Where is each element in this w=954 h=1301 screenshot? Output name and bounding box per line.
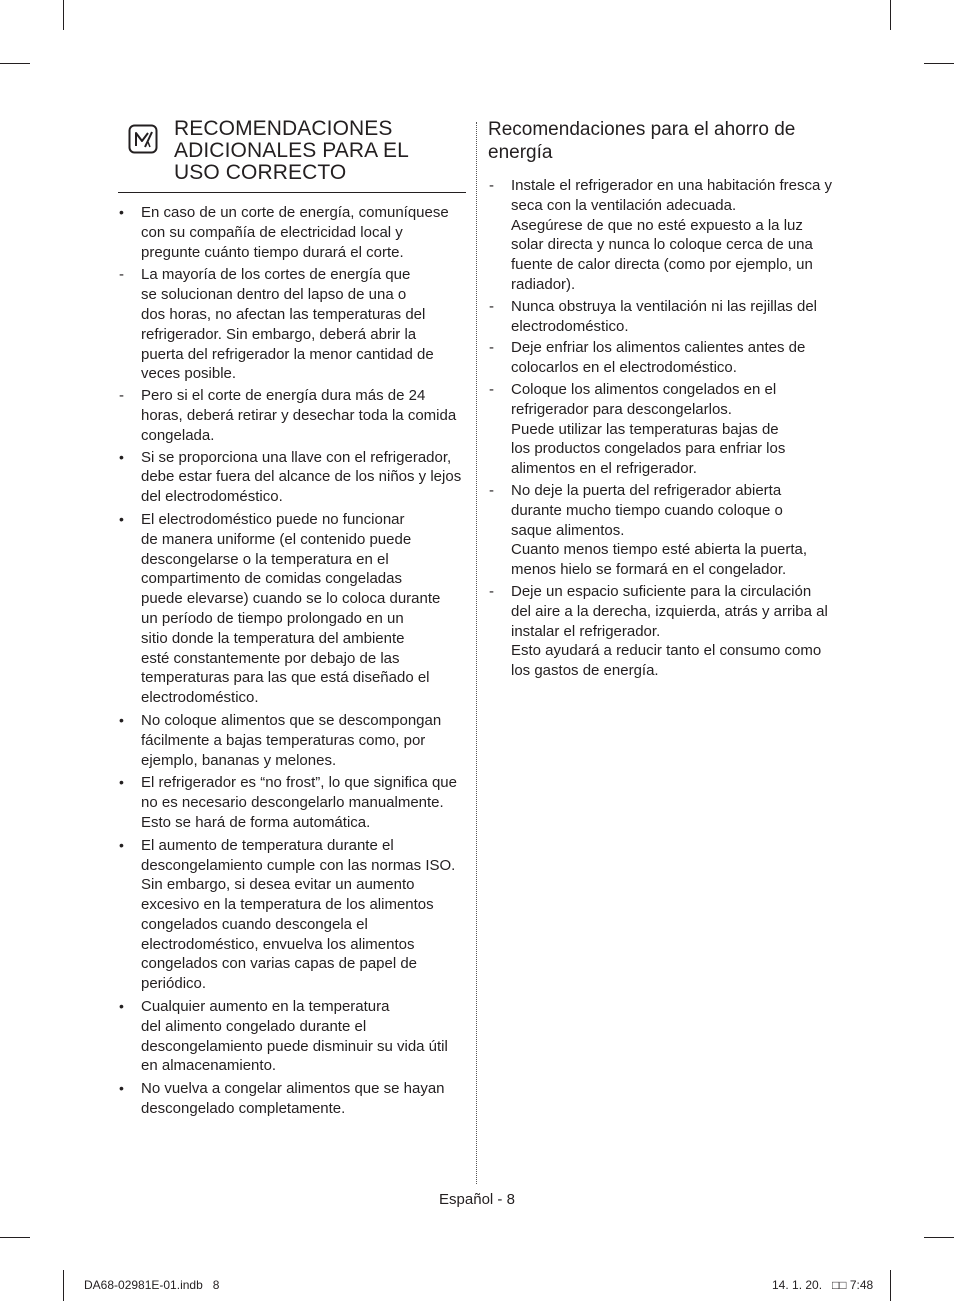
item-text-line: Deje un espacio suficiente para la circulación — [511, 582, 812, 600]
item-text-line: El refrigerador es “no frost”, lo que significa que — [141, 774, 457, 792]
item-text-line: de manera uniforme (el contenido puede — [141, 530, 412, 548]
item-text-line: instalar el refrigerador. — [511, 622, 661, 640]
crop-mark — [0, 63, 30, 64]
item-text-line: seca con la ventilación adecuada. — [511, 196, 737, 214]
item-text-line: dos horas, no afectan las temperaturas del — [141, 305, 426, 323]
item-text-line: electrodoméstico, envuelva los alimentos — [141, 935, 415, 953]
file-name: DA68-02981E-01.indb 8 — [84, 1278, 220, 1292]
right-column — [488, 118, 838, 683]
list-item — [118, 386, 468, 445]
crop-mark — [924, 63, 954, 64]
item-text-line: Instale el refrigerador en una habitación fresca y — [511, 177, 833, 194]
item-text-line: descongelarse o la temperatura en el — [141, 550, 389, 568]
list-item — [118, 448, 468, 507]
item-text-line: debe estar fuera del alcance de los niños y lejos — [141, 468, 462, 486]
item-text-line: radiador). — [511, 275, 576, 293]
crop-mark — [0, 1237, 30, 1238]
item-text-line: veces posible. — [141, 365, 237, 383]
item-text-line: durante mucho tiempo cuando coloque o — [511, 501, 783, 519]
item-text-line: Si se proporciona una llave con el refrigerador, — [141, 448, 452, 466]
item-text-line: refrigerador. Sin embargo, deberá abrir la — [141, 325, 417, 343]
item-text-line: fuente de calor directa (como por ejemplo, un — [511, 256, 813, 274]
bullet-marker: • — [119, 774, 124, 791]
crop-mark — [63, 0, 64, 30]
item-text-line: electrodoméstico. — [141, 689, 259, 707]
item-text-line: El electrodoméstico puede no funcionar — [141, 510, 405, 528]
item-text-line: electrodoméstico. — [511, 317, 629, 335]
list-item — [118, 773, 468, 832]
item-text-line: congelada. — [141, 426, 215, 444]
column-divider — [476, 122, 477, 1184]
item-text-line: En caso de un corte de energía, comuníquese — [141, 204, 449, 221]
subtitle-line: energía — [488, 142, 553, 163]
list-item — [488, 338, 838, 378]
crop-mark — [924, 1237, 954, 1238]
list-item — [118, 203, 468, 262]
print-stamp: 14. 1. 20. □□ 7:48 — [772, 1278, 874, 1292]
item-text-line: Cuanto menos tiempo esté abierta la puerta, — [511, 541, 808, 559]
item-text-line: congelados cuando descongela el — [141, 915, 368, 933]
recommendation-list — [118, 203, 468, 1119]
item-text-line: Puede utilizar las temperaturas bajas de — [511, 420, 779, 438]
item-text-line: solar directa y nunca lo coloque cerca de una — [511, 236, 813, 254]
dash-marker: - — [489, 177, 494, 194]
list-item — [488, 582, 838, 681]
item-text-line: esté constantemente por debajo de las — [141, 649, 400, 667]
list-item — [118, 997, 468, 1076]
item-text-line: ejemplo, bananas y melones. — [141, 751, 337, 769]
item-text-line: saque alimentos. — [511, 521, 625, 539]
bullet-marker: • — [119, 836, 124, 853]
item-text-line: en almacenamiento. — [141, 1057, 277, 1075]
item-text-line: Cualquier aumento en la temperatura — [141, 998, 390, 1016]
title-divider — [118, 192, 466, 193]
dash-marker: - — [119, 266, 124, 284]
item-text-line: alimentos en el refrigerador. — [511, 460, 697, 478]
list-item — [118, 711, 468, 770]
item-text-line: del aire a la derecha, izquierda, atrás y arriba al — [511, 602, 828, 620]
subtitle-line: Recomendaciones para el ahorro de — [488, 119, 796, 140]
dash-marker: - — [489, 297, 494, 315]
note-pencil-icon — [128, 124, 158, 154]
item-text-line: los gastos de energía. — [511, 662, 659, 680]
bullet-marker: • — [119, 998, 124, 1015]
dash-marker: - — [489, 339, 494, 357]
item-text-line: Pero si el corte de energía dura más de 24 — [141, 387, 426, 405]
item-text-line: Esto se hará de forma automática. — [141, 813, 371, 831]
item-text-line: periódico. — [141, 975, 207, 993]
list-item — [118, 1079, 468, 1119]
left-column — [118, 118, 468, 1122]
item-text-line: puede elevarse) cuando se lo coloca durante — [141, 590, 441, 608]
item-text-line: colocarlos en el electrodoméstico. — [511, 359, 737, 377]
dash-marker: - — [489, 380, 494, 398]
item-text-line: con su compañía de electricidad local y — [141, 223, 403, 241]
item-text-line: No vuelva a congelar alimentos que se hayan — [141, 1080, 445, 1098]
item-text-line: descongelamiento cumple con las normas ISO. — [141, 856, 456, 874]
bullet-marker: • — [119, 510, 124, 527]
list-item — [488, 380, 838, 479]
list-item — [118, 836, 468, 994]
list-item — [488, 481, 838, 580]
item-text-line: La mayoría de los cortes de energía que — [141, 266, 411, 284]
item-text-line: excesivo en la temperatura de los alimentos — [141, 896, 434, 914]
bullet-marker: • — [119, 204, 124, 220]
item-text-line: descongelado completamente. — [141, 1100, 346, 1118]
section-subtitle — [488, 118, 838, 164]
item-text-line: no es necesario descongelarlo manualmente. — [141, 794, 444, 812]
dash-marker: - — [489, 481, 494, 499]
list-item — [488, 297, 838, 337]
item-text-line: El aumento de temperatura durante el — [141, 836, 394, 854]
title-line: ADICIONALES PARA EL — [174, 139, 409, 162]
item-text-line: Sin embargo, si desea evitar un aumento — [141, 876, 415, 894]
item-text-line: Esto ayudará a reducir tanto el consumo como — [511, 642, 822, 660]
item-text-line: pregunte cuánto tiempo durará el corte. — [141, 243, 404, 261]
item-text-line: sitio donde la temperatura del ambiente — [141, 629, 405, 647]
list-item — [118, 510, 468, 708]
title-line: RECOMENDACIONES — [174, 117, 393, 140]
page-title — [174, 118, 409, 184]
item-text-line: No coloque alimentos que se descompongan — [141, 711, 442, 729]
bullet-marker: • — [119, 448, 124, 465]
item-text-line: horas, deberá retirar y desechar toda la comida — [141, 406, 457, 424]
dash-marker: - — [489, 582, 494, 600]
section-heading — [118, 118, 468, 184]
item-text-line: Deje enfriar los alimentos calientes antes de — [511, 339, 806, 357]
dash-marker: - — [119, 387, 124, 405]
item-text-line: descongelamiento puede disminuir su vida útil — [141, 1037, 448, 1055]
item-text-line: del electrodoméstico. — [141, 488, 283, 506]
page-number: Español - 8 — [439, 1191, 515, 1208]
item-text-line: los productos congelados para enfriar los — [511, 440, 786, 458]
item-text-line: menos hielo se formará en el congelador. — [511, 561, 787, 579]
bullet-marker: • — [119, 711, 124, 728]
energy-tips-list — [488, 176, 838, 681]
bullet-marker: • — [119, 1080, 124, 1097]
item-text-line: puerta del refrigerador la menor cantidad de — [141, 345, 434, 363]
item-text-line: se solucionan dentro del lapso de una o — [141, 286, 407, 304]
item-text-line: refrigerador para descongelarlos. — [511, 400, 732, 418]
list-item — [118, 265, 468, 384]
crop-mark — [890, 0, 891, 30]
item-text-line: del alimento congelado durante el — [141, 1017, 367, 1035]
list-item — [488, 176, 838, 295]
item-text-line: Nunca obstruya la ventilación ni las rejillas del — [511, 297, 817, 315]
item-text-line: fácilmente a bajas temperaturas como, por — [141, 731, 426, 749]
item-text-line: un período de tiempo prolongado en un — [141, 609, 404, 627]
item-text-line: compartimento de comidas congeladas — [141, 570, 402, 588]
item-text-line: Asegúrese de que no esté expuesto a la luz — [511, 216, 803, 234]
item-text-line: temperaturas para las que está diseñado el — [141, 669, 430, 687]
item-text-line: congelados con varias capas de papel de — [141, 955, 418, 973]
title-line: USO CORRECTO — [174, 161, 347, 184]
item-text-line: Coloque los alimentos congelados en el — [511, 380, 777, 398]
crop-mark — [890, 1270, 891, 1301]
item-text-line: No deje la puerta del refrigerador abierta — [511, 481, 782, 499]
crop-mark — [63, 1270, 64, 1301]
